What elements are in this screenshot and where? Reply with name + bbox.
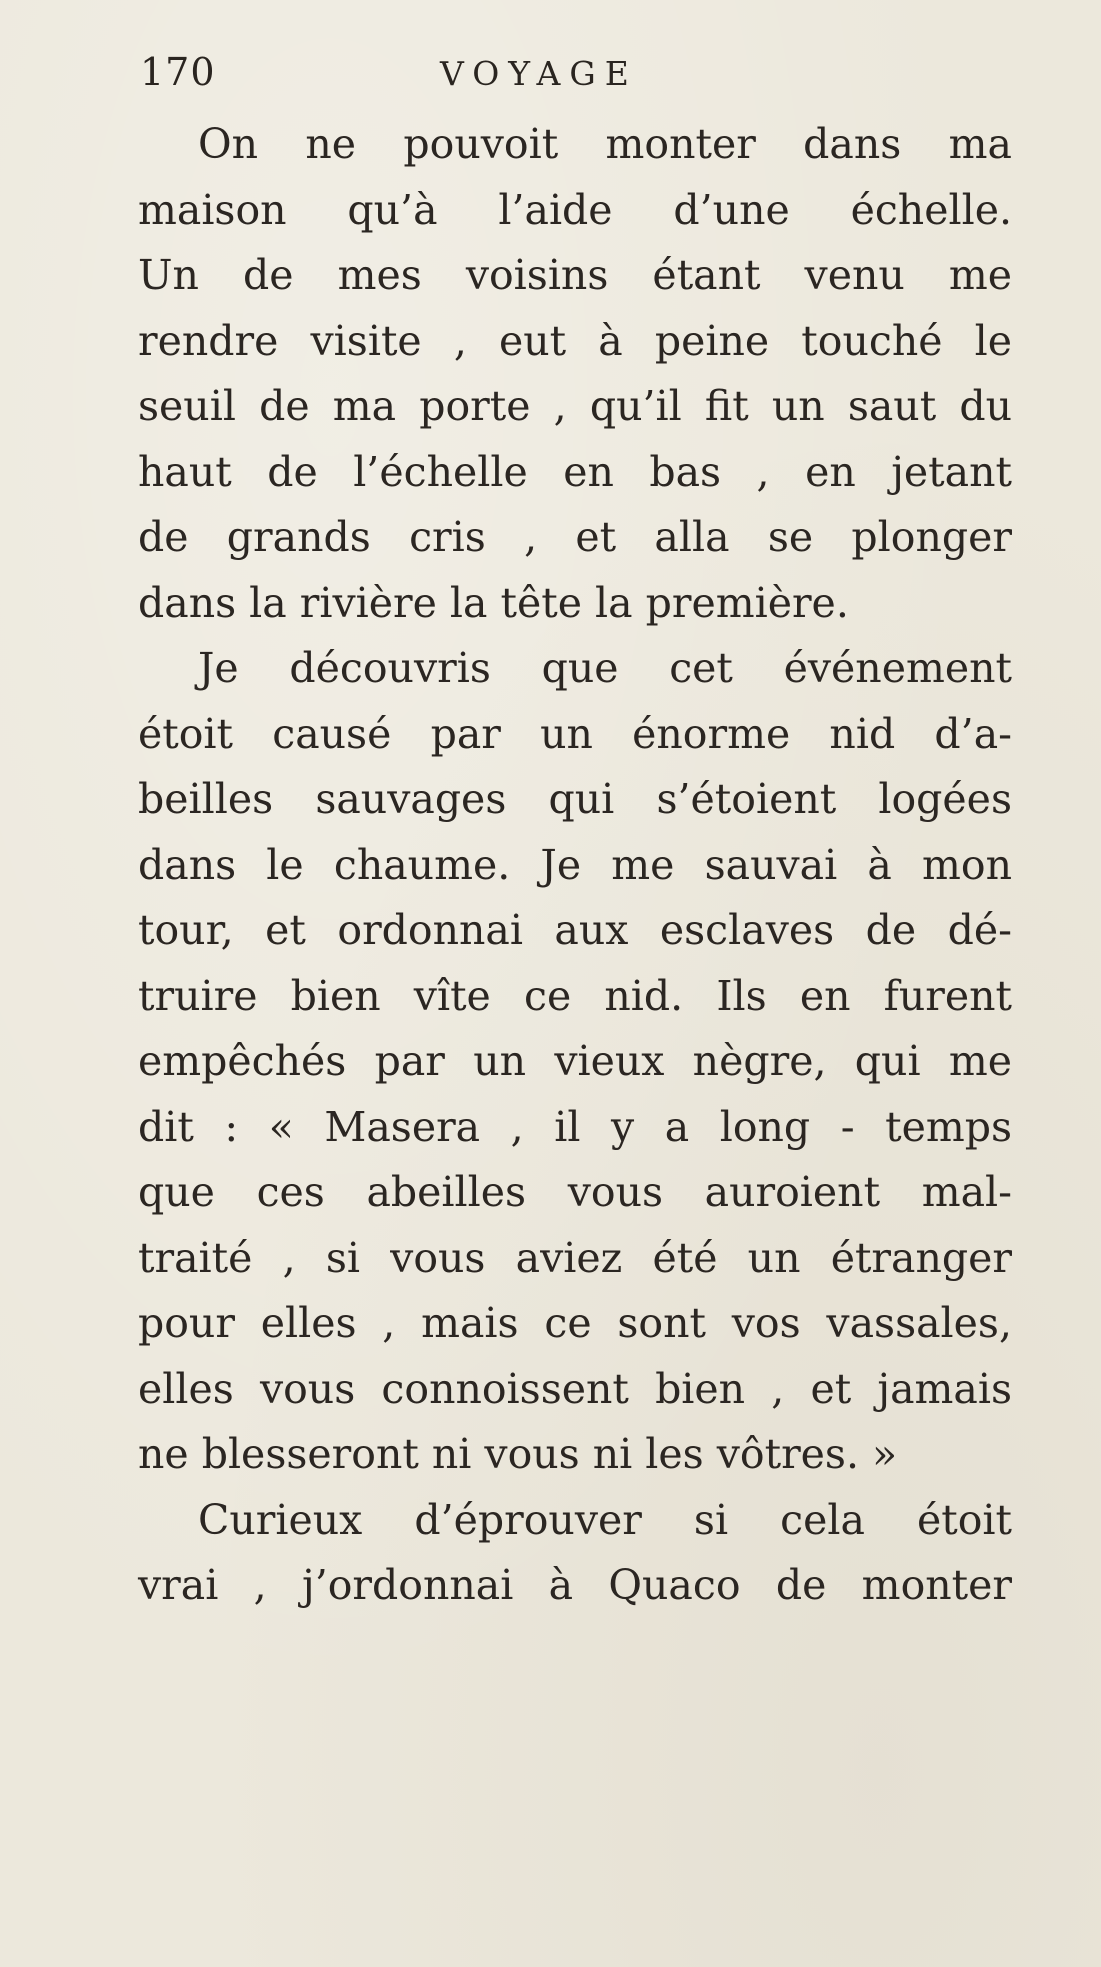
text-line: beilles sauvages qui s’étoient logées (138, 775, 1012, 823)
body-text (138, 112, 1012, 1619)
text-line: Un de mes voisins étant venu me (138, 251, 1012, 299)
text-line: maison qu’à l’aide d’une échelle. (138, 185, 1012, 234)
text-line: traité , si vous aviez été un étranger (138, 1233, 1012, 1282)
text-line: pour elles , mais ce sont vos vassales, (138, 1299, 1012, 1347)
page-number: 170 (140, 50, 216, 94)
text-line: étoit causé par un énorme nid d’a- (138, 709, 1012, 758)
text-line: ne blesseront ni vous ni les vôtres. » (138, 1430, 898, 1478)
page-header (140, 50, 1020, 110)
text-line: de grands cris , et alla se plonger (138, 513, 1012, 561)
text-line: truire bien vîte ce nid. Ils en furent (138, 971, 1012, 1020)
text-line: Curieux d’éprouver si cela étoit (198, 1495, 1012, 1544)
running-title: VOYAGE (440, 54, 638, 93)
text-line: dit : « Masera , il y a long - temps (138, 1102, 1012, 1151)
text-line: On ne pouvoit monter dans ma (198, 120, 1012, 168)
text-line: haut de l’échelle en bas , en jetant (138, 447, 1012, 496)
text-line: dans le chaume. Je me sauvai à mon (138, 840, 1012, 889)
text-line: dans la rivière la tête la première. (138, 578, 849, 627)
text-line: empêchés par un vieux nègre, qui me (138, 1037, 1012, 1085)
text-line: que ces abeilles vous auroient mal- (138, 1168, 1012, 1216)
text-line: seuil de ma porte , qu’il fit un saut du (138, 382, 1012, 430)
text-line: vrai , j’ordonnai à Quaco de monter (138, 1561, 1012, 1609)
text-line: elles vous connoissent bien , et jamais (138, 1364, 1012, 1413)
text-line: Je découvris que cet événement (198, 644, 1012, 692)
text-line: tour, et ordonnai aux esclaves de dé- (138, 906, 1012, 954)
text-line: rendre visite , eut à peine touché le (138, 316, 1012, 365)
